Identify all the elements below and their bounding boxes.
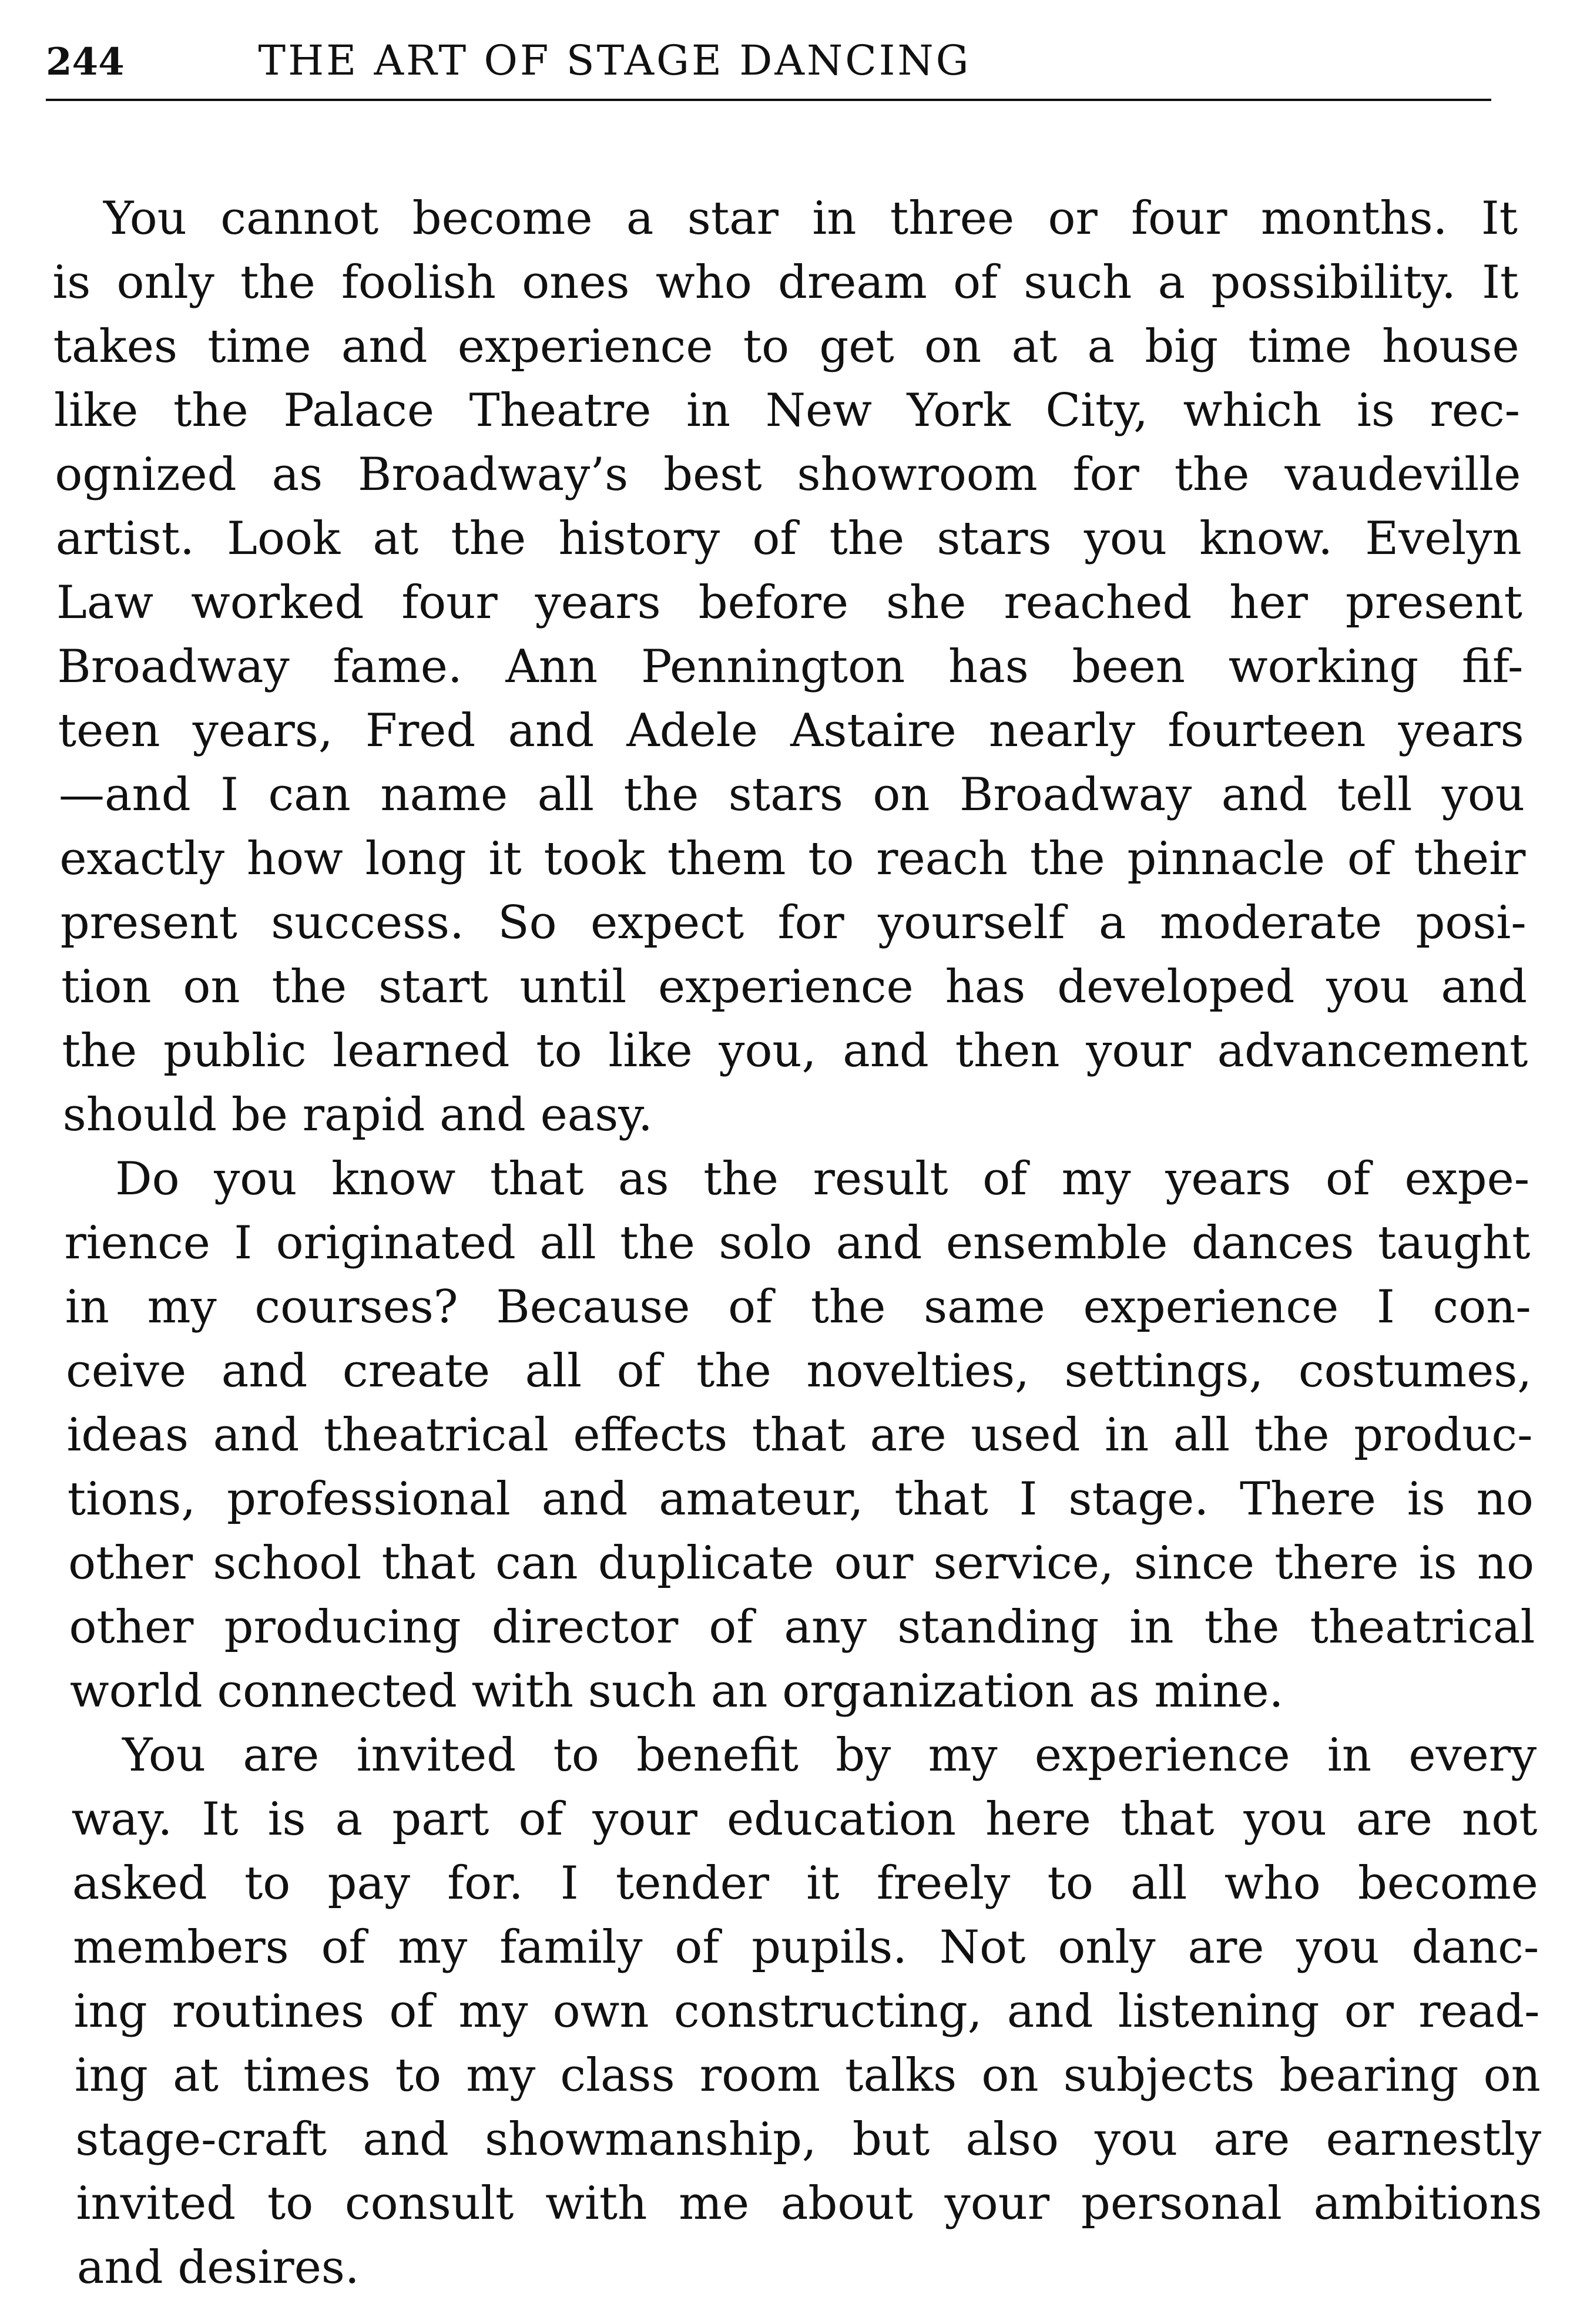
text-line: —and I can name all the stars on Broadway and tell you	[59, 768, 1525, 821]
text-line: artist. Look at the history of the stars you know. Evelyn	[55, 512, 1522, 565]
text-line: other school that can duplicate our service, since there is no	[68, 1537, 1535, 1590]
text-line: members of my family of pupils. Not only are you danc-	[73, 1921, 1539, 1974]
text-line: ceive and create all of the novelties, settings, costumes,	[66, 1345, 1532, 1398]
text-line: Do you know that as the result of my years of expe-	[115, 1153, 1530, 1205]
text-line: way. It is a part of your education here that you are not	[71, 1793, 1538, 1846]
text-line: ing at times to my class room talks on subjects bearing on	[74, 2049, 1541, 2102]
text-line: teen years, Fred and Adele Astaire nearly fourteen years	[58, 704, 1524, 757]
text-line: invited to consult with me about your personal ambitions	[76, 2177, 1542, 2230]
text-line: world connected with such an organization as mine.	[69, 1665, 1284, 1718]
text-line: ognized as Broadway’s best showroom for the vaudeville	[55, 448, 1521, 501]
text-line: You cannot become a star in three or four months. It	[103, 192, 1518, 245]
running-title: THE ART OF STAGE DANCING	[258, 36, 971, 85]
text-line: tion on the start until experience has developed you and	[61, 961, 1528, 1013]
text-line: the public learned to like you, and then your advancement	[62, 1025, 1528, 1077]
text-line: in my courses? Because of the same experience I con-	[65, 1281, 1531, 1334]
text-line: Broadway fame. Ann Pennington has been working fif-	[57, 640, 1524, 693]
text-line: exactly how long it took them to reach the pinnacle of their	[59, 832, 1526, 885]
text-line: other producing director of any standing in the theatrical	[69, 1601, 1535, 1654]
text-line: should be rapid and easy.	[62, 1089, 653, 1141]
page-number: 244	[46, 40, 125, 84]
text-line: asked to pay for. I tender it freely to all who become	[72, 1857, 1538, 1910]
text-line: ing routines of my own constructing, and listening or read-	[73, 1985, 1540, 2038]
text-line: Law worked four years before she reached her present	[56, 576, 1523, 629]
text-line: present success. So expect for yourself a moderate posi-	[60, 896, 1527, 949]
header-rule	[46, 99, 1491, 101]
text-line: stage-craft and showmanship, but also you are earnestly	[75, 2113, 1542, 2166]
text-line: rience I originated all the solo and ensemble dances taught	[64, 1217, 1531, 1270]
text-line: ideas and theatrical effects that are used in all the produc-	[66, 1409, 1533, 1462]
text-line: tions, professional and amateur, that I stage. There is no	[67, 1473, 1534, 1526]
text-line: takes time and experience to get on at a big time house	[53, 320, 1519, 373]
text-line: like the Palace Theatre in New York City, which is rec-	[54, 384, 1521, 437]
text-line: is only the foolish ones who dream of such a possibility. It	[52, 256, 1519, 309]
text-line: and desires.	[76, 2241, 360, 2294]
text-line: You are invited to benefit by my experience in every	[122, 1729, 1537, 1782]
